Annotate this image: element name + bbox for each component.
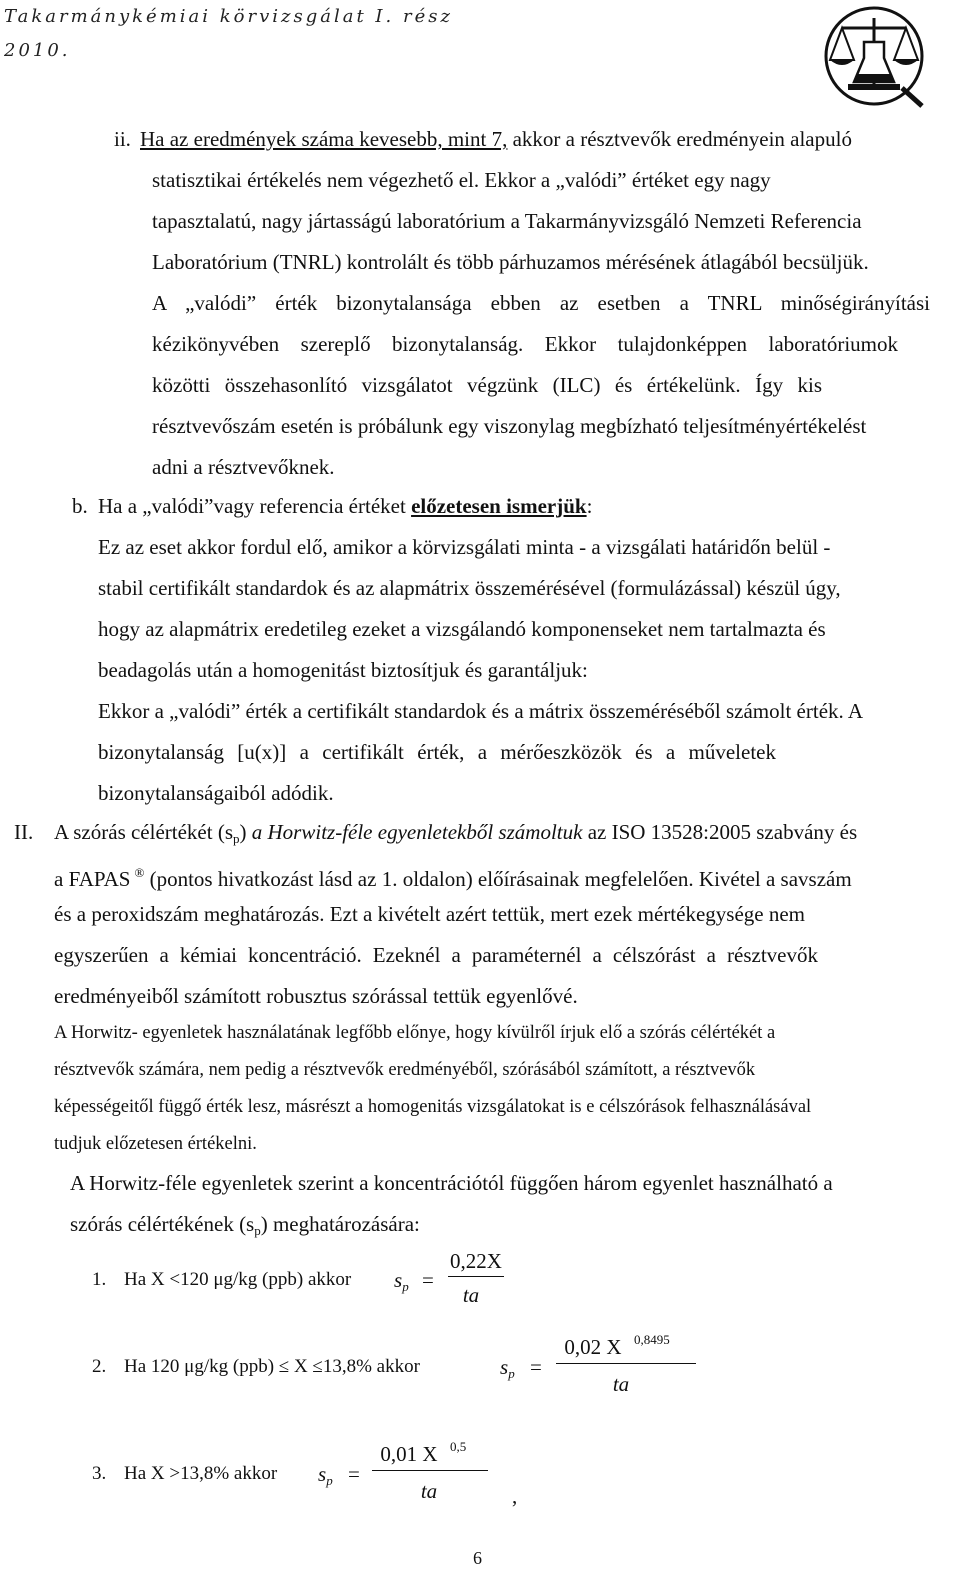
- equation-1-lhs: [394, 1268, 409, 1299]
- equation-1-equals: =: [422, 1268, 434, 1292]
- section-II-line-1-c: az ISO 13528:2005 szabvány és: [582, 820, 858, 844]
- section-b-intro-prefix: Ha a „valódi”vagy referencia értéket: [98, 494, 412, 518]
- section-ii-line-3: tapasztalatú, nagy jártasságú laboratórium a Takarmányvizsgáló Nemzeti Referencia: [152, 209, 862, 233]
- horwitz-intro-line-2-b: ) meghatározására:: [260, 1212, 420, 1236]
- horwitz-note-line-1: A Horwitz- egyenletek használatának legfőbb előnye, hogy kívülről írjuk elő a szórás célértékét a: [54, 1023, 776, 1043]
- equation-3-equals: =: [348, 1462, 360, 1486]
- equation-2-equals: =: [530, 1355, 542, 1379]
- section-II-line-1: [54, 820, 857, 851]
- section-b-line-4: beadagolás után a homogenitást biztosítjuk és garantáljuk:: [98, 658, 588, 682]
- equation-2-lhs: [500, 1355, 515, 1386]
- sp-subscript-2: p: [254, 1223, 261, 1238]
- horwitz-intro-line-1: A Horwitz-féle egyenletek szerint a koncentrációtól függően három egyenlet használható a: [70, 1171, 833, 1195]
- horwitz-intro-line-2-a: szórás célértékének (s: [70, 1212, 255, 1236]
- equation-3-numerator: 0,01 X: [380, 1442, 438, 1466]
- equation-3-fraction-bar: [372, 1470, 488, 1471]
- section-b-intro-emphasis: előzetesen ismerjük: [411, 494, 587, 518]
- equation-2-condition: Ha 120 μg/kg (ppb) ≤ X ≤13,8% akkor: [124, 1356, 420, 1377]
- section-ii-line-2: statisztikai értékelés nem végezhető el. Ekkor a „valódi” értéket egy nagy: [152, 168, 771, 192]
- section-b-intro-suffix: :: [586, 494, 593, 518]
- equation-2-sub: p: [508, 1366, 515, 1381]
- scales-flask-logo: [818, 2, 930, 112]
- page-number: 6: [473, 1548, 482, 1568]
- sp-subscript: p: [233, 831, 240, 846]
- equation-2-exponent: 0,8495: [634, 1332, 670, 1347]
- equation-1-s: s: [394, 1268, 403, 1292]
- section-II-line-2-a: a FAPAS: [54, 867, 131, 891]
- equation-3-trailing-comma: ,: [512, 1484, 518, 1508]
- section-ii-line-1-rest: akkor a résztvevők eredményein alapuló: [507, 127, 852, 151]
- equation-3-condition: Ha X >13,8% akkor: [124, 1463, 278, 1484]
- section-b-line-7: bizonytalanságaiból adódik.: [98, 781, 334, 805]
- horwitz-note-line-4: tudjuk előzetesen értékelni.: [54, 1134, 257, 1154]
- section-ii-line-6: kézikönyvében szereplő bizonytalanság. Ekkor tulajdonképpen laboratóriumok: [152, 332, 898, 356]
- equation-1-denominator: ta: [462, 1283, 480, 1307]
- item-marker-ii: ii.: [114, 127, 131, 151]
- section-II-line-1-a: A szórás célértékét (s: [54, 820, 234, 844]
- horwitz-intro-line-2: [70, 1212, 420, 1243]
- section-II-line-1-b: ): [239, 820, 252, 844]
- equation-1-sub: p: [402, 1279, 409, 1294]
- horwitz-note-line-3: képességeitől függő érték lesz, másrészt a homogenitás vizsgálatokat is e célszórások felhasználásával: [54, 1097, 812, 1117]
- section-b-line-3: hogy az alapmátrix eredetileg ezeket a vizsgálandó komponenseket nem tartalmazta és: [98, 617, 826, 641]
- equation-3-sub: p: [326, 1473, 333, 1488]
- registered-mark: ®: [134, 865, 145, 880]
- section-b-intro: [98, 494, 592, 518]
- section-ii-line-7: közötti összehasonlító vizsgálatot végzünk (ILC) és értékelünk. Így kis: [152, 373, 822, 397]
- equation-2-number: 2.: [92, 1356, 107, 1377]
- equation-3-lhs: [318, 1462, 333, 1493]
- equation-2-s: s: [500, 1355, 509, 1379]
- section-b-line-1: Ez az eset akkor fordul elő, amikor a körvizsgálati minta - a vizsgálati határidőn belül -: [98, 535, 831, 559]
- section-ii-line-1: [140, 127, 852, 151]
- equation-3-number: 3.: [92, 1463, 107, 1484]
- equation-3-s: s: [318, 1462, 327, 1486]
- section-b-line-6: bizonytalanság [u(x)] a certifikált érték, a mérőeszközök és a műveletek: [98, 740, 776, 764]
- section-II-line-2: [54, 861, 852, 891]
- equation-3-exponent: 0,5: [450, 1439, 467, 1454]
- horwitz-note-line-2: résztvevők számára, nem pedig a résztvevők eredményéből, szórásából számított, a résztvevők: [54, 1060, 756, 1080]
- section-b-line-5: Ekkor a „valódi” érték a certifikált standardok és a mátrix összeméréséből számolt érték. A: [98, 699, 864, 723]
- section-ii-line-9: adni a résztvevőknek.: [152, 455, 335, 479]
- document-header-year: 2010.: [4, 40, 71, 61]
- section-II-line-1-italic: a Horwitz-féle egyenletekből számoltuk: [251, 820, 583, 844]
- item-marker-II: II.: [14, 820, 34, 844]
- equation-1-fraction-bar: [448, 1276, 504, 1277]
- section-b-line-2: stabil certifikált standardok és az alapmátrix összemérésével (formulázással) készül úgy,: [98, 576, 841, 600]
- section-II-line-2-b: (pontos hivatkozást lásd az 1. oldalon) előírásainak megfelelően. Kivétel a savszám: [144, 867, 852, 891]
- equation-3-denominator: ta: [420, 1479, 438, 1503]
- section-II-line-4: egyszerűen a kémiai koncentráció. Ezeknél a paraméternél a célszórást a résztvevők: [54, 943, 818, 967]
- section-II-line-5: eredményeiből számított robusztus szórással tettük egyenlővé.: [54, 984, 578, 1008]
- section-ii-line-4: Laboratórium (TNRL) kontrolált és több párhuzamos mérésének átlagából becsüljük.: [152, 250, 869, 274]
- section-ii-line-8: résztvevőszám esetén is próbálunk egy viszonylag megbízható teljesítményértékelést: [152, 414, 867, 438]
- equation-2-numerator: 0,02 X: [564, 1335, 622, 1359]
- equation-1-condition: Ha X <120 μg/kg (ppb) akkor: [124, 1269, 352, 1290]
- equation-1-numerator: 0,22X: [450, 1249, 502, 1273]
- equation-1-number: 1.: [92, 1269, 107, 1290]
- section-ii-line-5: A „valódi” érték bizonytalansága ebben az esetben a TNRL minőségirányítási: [152, 291, 930, 315]
- equation-2-fraction-bar: [556, 1363, 696, 1364]
- section-ii-line-1-underlined: Ha az eredmények száma kevesebb, mint 7,: [140, 127, 508, 151]
- section-II-line-3: és a peroxidszám meghatározás. Ezt a kivételt azért tettük, mert ezek mértékegysége nem: [54, 902, 805, 926]
- item-marker-b: b.: [72, 494, 88, 518]
- equation-2-denominator: ta: [612, 1372, 630, 1396]
- document-header-title: Takarmánykémiai körvizsgálat I. rész: [4, 6, 453, 27]
